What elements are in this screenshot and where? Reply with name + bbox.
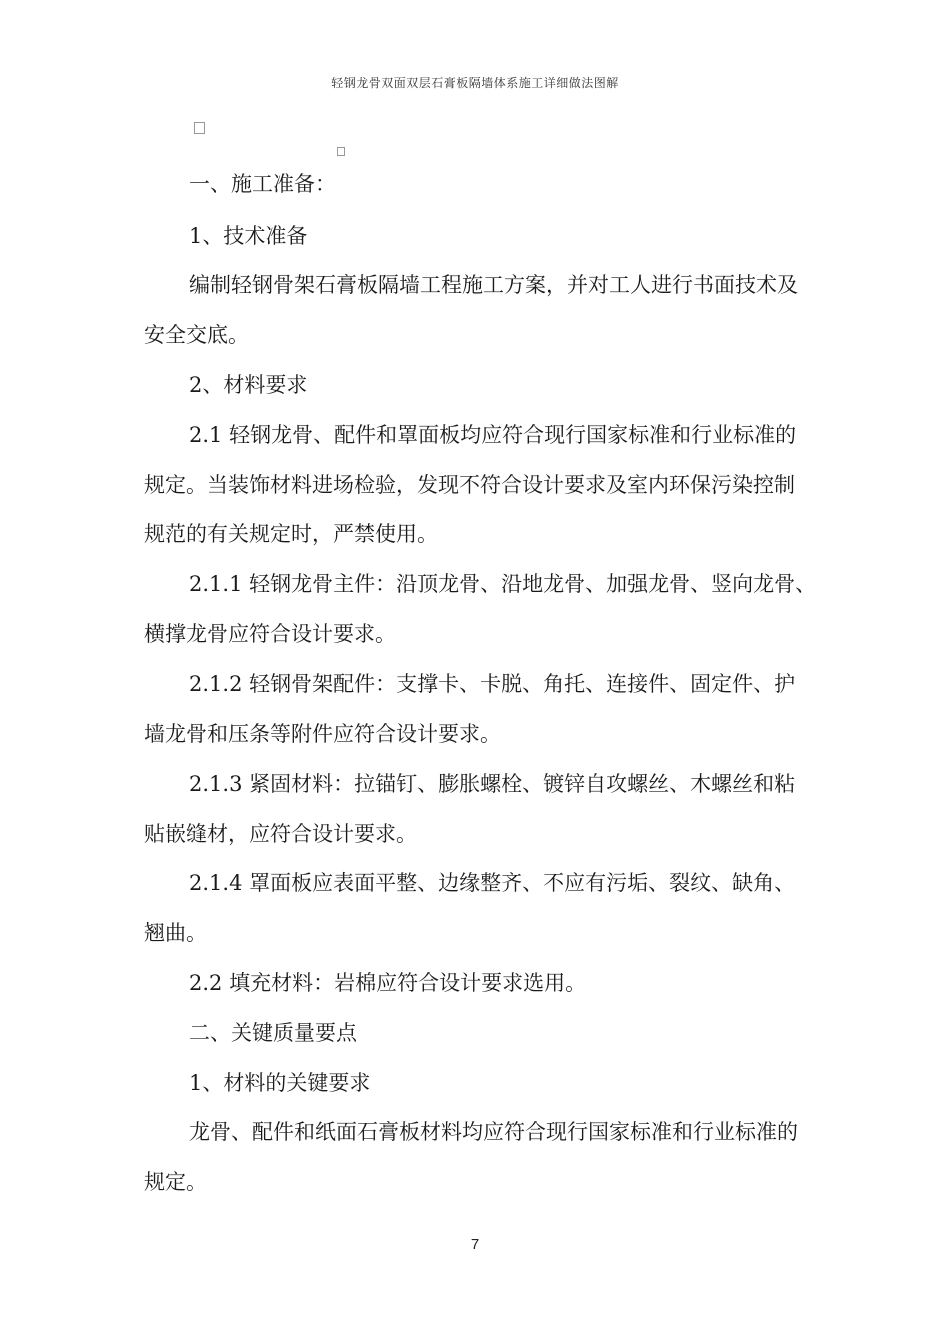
running-header: 轻钢龙骨双面双层石膏板隔墙体系施工详细做法图解 <box>331 76 619 90</box>
paragraph-line: 规范的有关规定时，严禁使用。 <box>144 522 438 546</box>
paragraph-line: 墙龙骨和压条等附件应符合设计要求。 <box>144 722 501 746</box>
paragraph-line: 2.1.1 轻钢龙骨主件：沿顶龙骨、沿地龙骨、加强龙骨、竖向龙骨、 <box>189 572 817 596</box>
paragraph-line: 2.1.4 罩面板应表面平整、边缘整齐、不应有污垢、裂纹、缺角、 <box>189 871 796 895</box>
page-number: 7 <box>470 1236 480 1253</box>
paragraph-line: 2.1 轻钢龙骨、配件和罩面板均应符合现行国家标准和行业标准的 <box>189 423 797 447</box>
image-placeholder-icon <box>194 122 205 134</box>
paragraph-line: 2.2 填充材料：岩棉应符合设计要求选用。 <box>189 971 587 995</box>
subsection-heading: 1、技术准备 <box>189 224 308 248</box>
subsection-heading: 1、材料的关键要求 <box>189 1071 371 1095</box>
image-placeholder-icon <box>337 147 345 156</box>
paragraph-line: 规定。 <box>144 1170 207 1194</box>
paragraph-line: 横撑龙骨应符合设计要求。 <box>144 622 396 646</box>
paragraph-line: 编制轻钢骨架石膏板隔墙工程施工方案，并对工人进行书面技术及 <box>189 273 798 297</box>
section-heading: 二、关键质量要点 <box>189 1021 357 1045</box>
paragraph-line: 规定。当装饰材料进场检验，发现不符合设计要求及室内环保污染控制 <box>144 473 795 497</box>
paragraph-line: 2.1.2 轻钢骨架配件：支撑卡、卡脱、角托、连接件、固定件、护 <box>189 672 796 696</box>
paragraph-line: 2.1.3 紧固材料：拉锚钉、膨胀螺栓、镀锌自攻螺丝、木螺丝和粘 <box>189 772 796 796</box>
paragraph-line: 龙骨、配件和纸面石膏板材料均应符合现行国家标准和行业标准的 <box>189 1120 798 1144</box>
subsection-heading: 2、材料要求 <box>189 373 308 397</box>
paragraph-line: 安全交底。 <box>144 323 249 347</box>
section-heading: 一、施工准备： <box>189 172 336 196</box>
paragraph-line: 贴嵌缝材，应符合设计要求。 <box>144 822 417 846</box>
paragraph-line: 翘曲。 <box>144 921 207 945</box>
